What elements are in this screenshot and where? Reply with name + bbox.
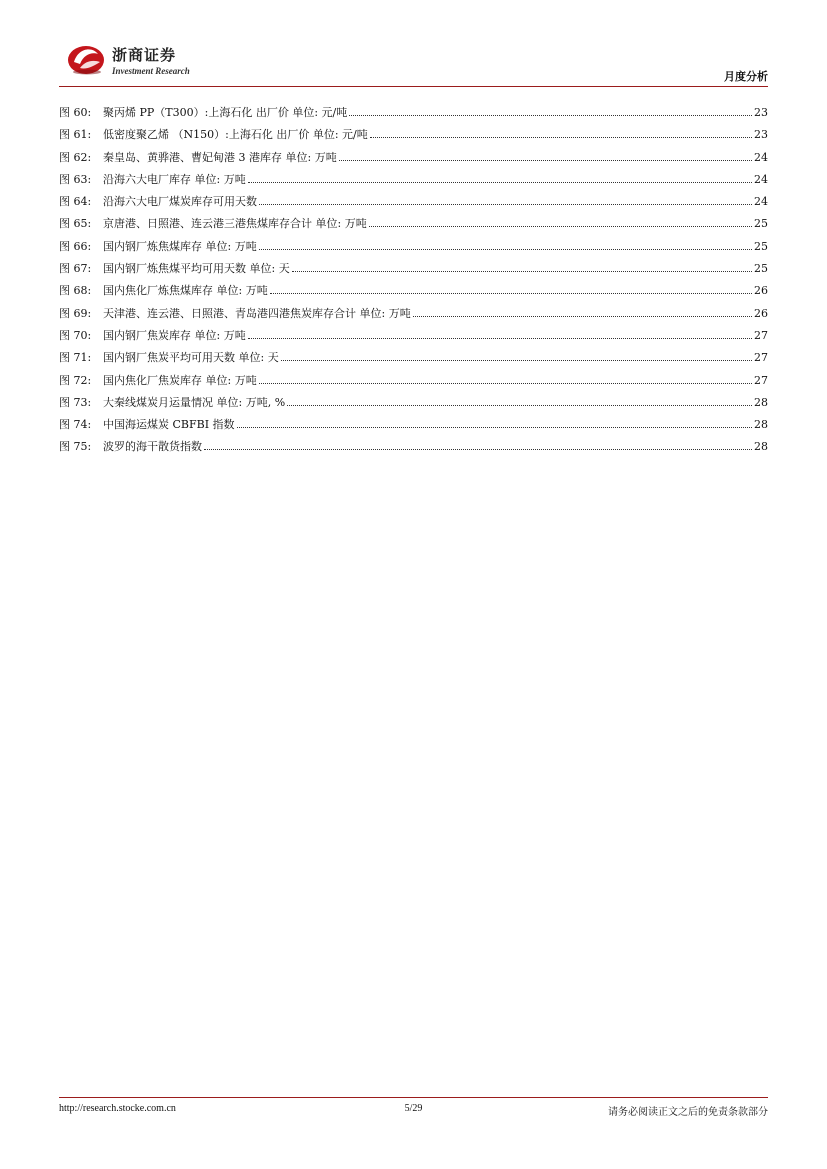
page-number: 28	[754, 440, 768, 454]
toc-entry[interactable]	[59, 349, 768, 371]
figure-number: 图 65:	[59, 217, 92, 231]
footer-page-number: 5/29	[404, 1103, 423, 1114]
figure-number: 图 73:	[59, 395, 92, 409]
toc-entry[interactable]	[59, 416, 768, 438]
figure-title: 国内钢厂炼焦煤库存 单位: 万吨	[103, 239, 257, 253]
page-number: 26	[754, 306, 768, 320]
page-number: 24	[754, 150, 768, 164]
leader-dots	[237, 427, 752, 428]
figure-number: 图 69:	[59, 306, 92, 320]
footer-url[interactable]: http://research.stocke.com.cn	[59, 1103, 176, 1114]
toc-entry[interactable]	[59, 149, 768, 171]
leader-dots	[270, 293, 752, 294]
toc-entry[interactable]	[59, 282, 768, 304]
figure-title: 沿海六大电厂库存 单位: 万吨	[103, 172, 246, 186]
toc-entry[interactable]	[59, 372, 768, 394]
figure-title: 大秦线煤炭月运量情况 单位: 万吨, %	[103, 395, 286, 409]
toc-entry[interactable]	[59, 394, 768, 416]
page-number: 26	[754, 284, 768, 298]
page-number: 27	[754, 351, 768, 365]
figure-title: 中国海运煤炭 CBFBI 指数	[103, 418, 235, 432]
company-logo-icon	[66, 40, 106, 76]
figure-title: 国内钢厂炼焦煤平均可用天数 单位: 天	[103, 262, 290, 276]
page-number: 23	[754, 128, 768, 142]
brand-subtitle: Investment Research	[112, 66, 190, 76]
figure-number: 图 67:	[59, 262, 92, 276]
figure-title: 波罗的海干散货指数	[103, 440, 202, 454]
page-number: 27	[754, 328, 768, 342]
figure-number: 图 72:	[59, 373, 92, 387]
leader-dots	[349, 115, 752, 116]
leader-dots	[370, 137, 752, 138]
leader-dots	[292, 271, 752, 272]
toc-entry[interactable]	[59, 438, 768, 460]
page-number: 25	[754, 239, 768, 253]
figure-title: 沿海六大电厂煤炭库存可用天数	[103, 195, 257, 209]
figure-number: 图 75:	[59, 440, 92, 454]
figure-number: 图 61:	[59, 128, 92, 142]
figure-title: 国内钢厂焦炭库存 单位: 万吨	[103, 328, 246, 342]
figure-list	[59, 104, 768, 461]
leader-dots	[259, 383, 752, 384]
leader-dots	[287, 405, 752, 406]
toc-entry[interactable]	[59, 193, 768, 215]
figure-number: 图 68:	[59, 284, 92, 298]
figure-number: 图 60:	[59, 106, 92, 119]
brand-name: 浙商证券	[112, 46, 177, 64]
figure-title: 聚丙烯 PP（T300）:上海石化 出厂价 单位: 元/吨	[103, 106, 348, 119]
toc-entry[interactable]	[59, 238, 768, 260]
figure-number: 图 74:	[59, 418, 92, 432]
page-number: 25	[754, 217, 768, 231]
report-type: 月度分析	[724, 70, 768, 83]
figure-number: 图 66:	[59, 239, 92, 253]
page-number: 24	[754, 195, 768, 209]
toc-entry[interactable]	[59, 126, 768, 148]
figure-number: 图 63:	[59, 172, 92, 186]
figure-title: 京唐港、日照港、连云港三港焦煤库存合计 单位: 万吨	[103, 217, 367, 231]
figure-title: 天津港、连云港、日照港、青岛港四港焦炭库存合计 单位: 万吨	[103, 306, 411, 320]
toc-entry[interactable]	[59, 327, 768, 349]
leader-dots	[369, 226, 752, 227]
leader-dots	[259, 249, 752, 250]
leader-dots	[259, 204, 752, 205]
leader-dots	[248, 182, 752, 183]
toc-entry[interactable]	[59, 104, 768, 126]
page-number: 24	[754, 172, 768, 186]
toc-entry[interactable]	[59, 215, 768, 237]
leader-dots	[281, 360, 752, 361]
figure-title: 国内钢厂焦炭平均可用天数 单位: 天	[103, 351, 279, 365]
figure-title: 国内焦化厂焦炭库存 单位: 万吨	[103, 373, 257, 387]
page-number: 28	[754, 395, 768, 409]
footer-disclaimer: 请务必阅读正文之后的免责条款部分	[608, 1107, 768, 1118]
leader-dots	[339, 160, 752, 161]
page-number: 27	[754, 373, 768, 387]
leader-dots	[248, 338, 752, 339]
footer-divider	[59, 1097, 768, 1098]
leader-dots	[204, 449, 752, 450]
figure-number: 图 71:	[59, 351, 92, 365]
page-number: 25	[754, 262, 768, 276]
page-number: 28	[754, 418, 768, 432]
figure-number: 图 70:	[59, 328, 92, 342]
header-divider	[59, 86, 768, 87]
toc-entry[interactable]	[59, 171, 768, 193]
toc-entry[interactable]	[59, 305, 768, 327]
toc-entry[interactable]	[59, 260, 768, 282]
leader-dots	[413, 316, 752, 317]
figure-title: 国内焦化厂炼焦煤库存 单位: 万吨	[103, 284, 268, 298]
page-number: 23	[754, 106, 768, 119]
figure-number: 图 64:	[59, 195, 92, 209]
figure-title: 秦皇岛、黄骅港、曹妃甸港 3 港库存 单位: 万吨	[103, 150, 337, 164]
figure-number: 图 62:	[59, 150, 92, 164]
figure-title: 低密度聚乙烯 （N150）:上海石化 出厂价 单位: 元/吨	[103, 128, 368, 142]
